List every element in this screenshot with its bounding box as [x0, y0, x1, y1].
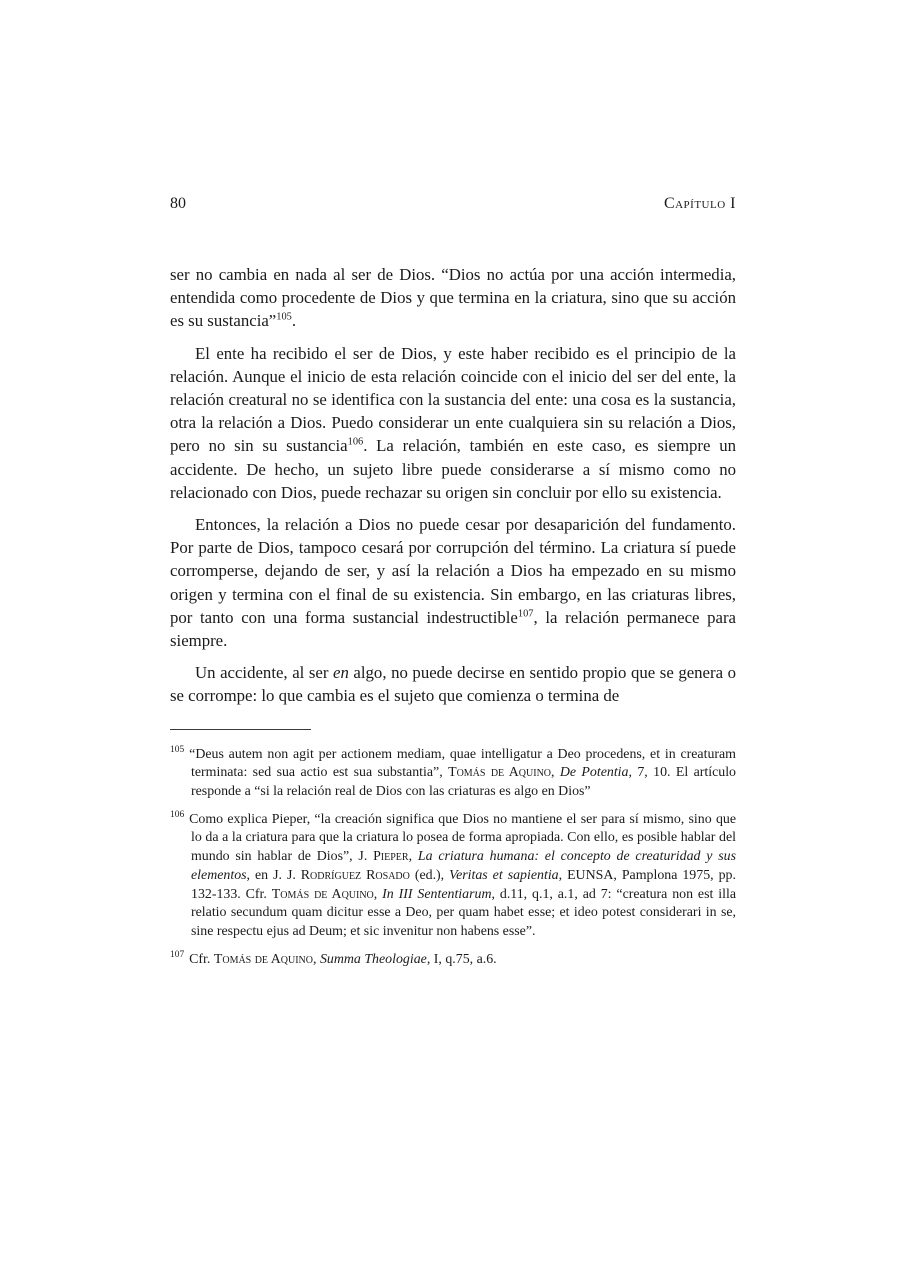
chapter-title: Capítulo I	[663, 195, 736, 212]
footnote-number: 106	[170, 810, 185, 821]
footnote-number: 107	[170, 950, 185, 961]
page-header	[170, 195, 736, 213]
body-text	[170, 263, 736, 708]
footnote-number: 105	[170, 745, 185, 756]
footnote-text: Como explica Pieper, “la creación significa que Dios no mantiene el ser para sí mismo, sino que lo da a la criatura para que la criatura lo posea de forma apropiada. Con ello, es posible hablar del mundo sin hablar de Dios”, J. Pieper, La criatura humana: el concepto de creaturidad y sus elementos, en J. J. Rodríguez Rosado (ed.), Veritas et sapientia, EUNSA, Pamplona 1975, pp. 132-133. Cfr. Tomás de Aquino, In III Sententiarum, d.11, q.1, a.1, ad 7: “creatura non est illa relatio secundum quam dicitur esse a Deo, per quam habet esse; et ideo potest considerari in se, sine respectu ejus ad Deum; et sic invenitur non habens esse”.	[189, 811, 737, 939]
page-number: 80	[170, 195, 186, 212]
footnote-106	[170, 811, 736, 942]
paragraph-2: El ente ha recibido el ser de Dios, y este haber recibido es el principio de la relación. Aunque el inicio de esta relación coincide con el inicio del ser del ente, la relación creatural no se identifica con la sustancia del ente: una cosa es la sustancia, otra la relación a Dios. Puedo considerar un ente cualquiera sin su relación a Dios, pero no sin su sustancia$^{106}$. La relación, también en este caso, es siempre un accidente. De hecho, un sujeto libre puede considerarse a sí mismo como no relacionado con Dios, puede rechazar su origen sin concluir por ello su existencia.	[170, 343, 736, 502]
footnote-105	[170, 746, 736, 802]
paragraph-1: ser no cambia en nada al ser de Dios. “Dios no actúa por una acción intermedia, entendida como procedente de Dios y que termina en la criatura, sino que su acción es su sustancia”$^{105}$.	[170, 265, 736, 331]
paragraph-4: Un accidente, al ser en algo, no puede decirse en sentido propio que se genera o se corrompe: lo que cambia es el sujeto que comienza o termina de	[170, 663, 737, 706]
footnote-text: “Deus autem non agit per actionem mediam, quae intelligatur a Deo procedens, et in creaturam terminata: sed sua actio est sua substantia”, Tomás de Aquino, De Potentia, 7, 10. El artículo responde a “si la relación real de Dios con las criaturas es algo en Dios”	[189, 746, 737, 800]
footnote-107	[170, 951, 736, 970]
footnotes-section	[170, 746, 736, 970]
footnote-text: Cfr. Tomás de Aquino, Summa Theologiae, I, q.75, a.6.	[189, 951, 497, 967]
paragraph-3: Entonces, la relación a Dios no puede cesar por desaparición del fundamento. Por parte de Dios, tampoco cesará por corrupción del término. La criatura sí puede corromperse, dejando de ser, y así la relación a Dios ha empezado en su mismo origen y termina con el final de su existencia. Sin embargo, en las criaturas libres, por tanto con una forma sustancial indestructible$^{107}$, la relación permanece para siempre.	[170, 515, 736, 651]
footnote-separator	[170, 729, 311, 730]
